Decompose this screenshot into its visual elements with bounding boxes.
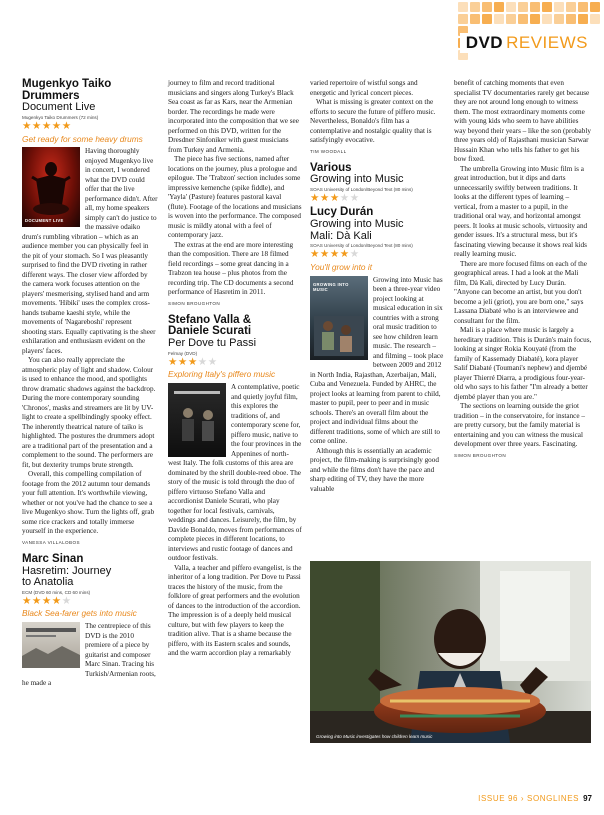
body-paragraph: You can also really appreciate the atmospheric play of light and shadow. Colour is used to enhance the mood, and spotlights throw dramatic shadows against the backdrop. During the more contemporary sounding 'Chronos', masks and streamers are lit by UV-light to create a spellbindingly spooky effect. The inherently theatrical nature of taiko is highlighted. The postures the drummers adopt are a traditional part of the presentation and a complement to the sound. The performers are fit, but dexterity trumps brute strength. <box>22 356 156 469</box>
grid-square <box>494 14 504 24</box>
grid-square <box>458 14 468 24</box>
review-title: Lucy Durán <box>310 206 374 219</box>
review-byline: SIMON BROUGHTON <box>454 452 507 458</box>
section-header-word2: REVIEWS <box>506 33 588 52</box>
body-paragraph: Valla, a teacher and piffero evangelist, is the inheritor of a long tradition. Per Dove tu Passi traces the history of the music, from the folklore of great performers and the evolution of dances to the introduction of the accordion. The impression is of a deeply held musical culture, but with few players to keep the tradition alive. That is a shame because the piffero, with its Eastern scales and sounds, and the warm accordion play a remarkably <box>168 563 302 658</box>
star-icon: ★ <box>51 121 62 133</box>
body-paragraph: journey to film and record traditional musicians and singers along Turkey's Black Sea coast as far as Kars, near the Armenian border. The recordings he made were incorporated into the composition that we see performed on this DVD, written for the Dresdner Sinfoniker with guest musicians from Turkey and Armenia. <box>168 79 299 154</box>
review-title-line: Mugenkyo Taiko <box>22 78 112 90</box>
child-drumming-photo <box>310 561 591 743</box>
grid-square <box>590 2 600 12</box>
grid-square <box>566 2 576 12</box>
column-2 <box>168 79 302 659</box>
star-rating <box>310 250 444 261</box>
review-title <box>22 79 158 102</box>
body-paragraph: Overall, this compelling compilation of footage from the 2012 autumn tour demands your full attention. It's worthwhile viewing, whether or not you've had the chance to see a live Mugenkyo show. Turn the lights off, grab some rice crackers and totally immerse yourself in the experience. <box>22 470 155 536</box>
page-footer <box>478 794 592 803</box>
column-1 <box>22 79 158 689</box>
column-3 <box>310 79 444 494</box>
review-title-line: Daniele Scurati <box>168 325 252 338</box>
dvd-cover-image <box>168 383 226 457</box>
page-number: 97 <box>583 794 592 803</box>
body-paragraph: There are more focused films on each of the geographical areas. I had a look at the Mali film, Dà Kali, directed by Lucy Durán. "Anyone can become an artist, but you don't become a jeli (griot), you are born one," says Lassana Diabaté who is an interviewee and consultant for the film. <box>454 259 587 325</box>
grid-square <box>506 2 516 12</box>
grid-square <box>470 2 480 12</box>
grid-square <box>518 14 528 24</box>
star-icon: ★ <box>41 121 52 133</box>
landscape-image <box>22 622 80 668</box>
star-icon: ★ <box>61 595 72 607</box>
body-paragraph: The extras at the end are more interesting than the composition. There are 18 filmed field recordings – some great dancing in a Trabzon tea house – plus photos from the recording trip. The CD documents a second performance of Hasretim in 2011. <box>168 240 294 296</box>
body-paragraph: benefit of catching moments that even specialist TV documentaries rarely get because they are not around long enough to witness them. The most extraordinary moments come with young kids who seem to have abilities way beyond their years – like the son (probably three years old) of Rajasthani musician Sarwar Hussain Khan who tells his father to get his bow fixed. <box>454 79 591 163</box>
grid-square <box>566 14 576 24</box>
review-meta: SOAS University of London/Beyond Text (80 mins) <box>310 186 413 192</box>
review-meta: SOAS University of London/Beyond Text (80 mins) <box>310 243 413 249</box>
grid-square <box>458 2 468 12</box>
photo-illustration <box>310 561 591 743</box>
star-icon: ★ <box>339 249 350 261</box>
musicians-image <box>168 383 226 457</box>
grid-square <box>518 2 528 12</box>
star-rating <box>168 358 302 369</box>
grid-square <box>554 2 564 12</box>
body-paragraph: The umbrella Growing into Music film is a great introduction, but it dips and darts unnecessarily swiftly between traditions. It looks at the different types of learning – vertical, from a master to a pupil, in the traditional oral way, and horizontal amongst peers. It looks at music schools, virtuosity and gender issues. It's a structural mess, but it's fascinating viewing because it shows real kids really learning music. <box>454 164 588 258</box>
star-icon: ★ <box>349 249 360 261</box>
body-paragraph: Mali is a place where music is largely a hereditary tradition. This is Durán's main focus, looking at singer Rokia Kouyaté (from the family of Kassemady Diabaté), kora player Salif Diabaté (Toumani's nephew) and djembé player Thierré Diarra, a prodigious four-year-old who says to his father "I'm already a better djembé player than you are." <box>454 326 592 401</box>
star-icon: ★ <box>168 356 178 368</box>
footer-issue: ISSUE 96 › SONGLINES <box>478 794 580 803</box>
review-subtitle-line: Hasretim: Journey <box>22 564 112 577</box>
section-header <box>460 33 594 53</box>
review-subtitle <box>310 219 444 242</box>
grid-square <box>530 2 540 12</box>
grid-square <box>590 14 600 24</box>
grid-square <box>578 2 588 12</box>
star-icon: ★ <box>329 192 340 204</box>
review-subtitle-line: Growing into Music <box>310 218 404 231</box>
drummer-silhouette-image <box>22 147 80 227</box>
review-byline: TIM WOODALL <box>310 148 347 154</box>
review-title-line: Drummers <box>22 89 80 102</box>
star-icon: ★ <box>177 356 188 368</box>
body-paragraph: The sections on learning outside the griot tradition – in the conservatoire, for instance – are pretty cursory, but the family material is entertaining and you can witness the musical development over three years. Fascinating. <box>454 402 585 448</box>
grid-square <box>506 14 516 24</box>
grid-square <box>470 14 480 24</box>
star-icon: ★ <box>339 192 350 204</box>
grid-square <box>482 14 492 24</box>
section-header-word1: DVD <box>465 33 504 52</box>
review-meta: Mugenkyo Taiko Drummers (72 mins) <box>22 114 99 120</box>
grid-square <box>542 14 552 24</box>
star-icon: ★ <box>329 249 340 261</box>
review-subtitle: Per Dove tu Passi <box>168 337 257 349</box>
star-icon: ★ <box>61 121 72 133</box>
review-byline: VANESSA VILLALOBOS <box>22 539 80 545</box>
star-rating <box>22 597 158 608</box>
review-title <box>168 315 302 338</box>
dvd-cover-image <box>310 276 368 360</box>
dvd-cover-label: GROWING INTO MUSIC <box>313 281 349 293</box>
header-grid-decoration <box>455 0 604 64</box>
star-icon: ★ <box>51 595 62 607</box>
review-subtitle: Document Live <box>22 101 96 114</box>
body-paragraph: Growing into Music has been a three-year video project looking at musical education in six countries with a strong oral music tradition to see how children learn music. The research – and filming – took place between 2009 and 2012 in North India, Rajasthan, Azerbaijan, Mali, Cuba and Venezuela. Funded by AHRC, the project looks at learning from parent to child, master to pupil, peer to peer and in music schools. There's an overall film about the project and individual films about the different traditions, some of which are still to come online. <box>310 275 444 446</box>
body-paragraph: What is missing is greater context on the efforts to secure the future of piffero music. Nevertheless, Bonaldo's film has a contemplative and nostalgic quality that is satisfyingly evocative. <box>310 98 436 144</box>
review-byline: SIMON BROUGHTON <box>168 300 221 306</box>
star-icon: ★ <box>22 595 32 607</box>
dvd-cover-image <box>22 622 80 668</box>
star-icon: ★ <box>41 595 52 607</box>
star-icon: ★ <box>310 249 320 261</box>
grid-square <box>578 14 588 24</box>
review-title: Various <box>310 161 352 174</box>
star-icon: ★ <box>31 595 42 607</box>
grid-square <box>554 14 564 24</box>
body-paragraph: A contemplative, poetic and quietly joyful film, this explores the traditions of, and contemporary scene for, piffero music, native to the four provinces in the Appenines of north-west Italy. The folk customs of this area are dominated by the shrill double-reed oboe. The story of the music is told through the duo of piffero virtuoso Stefano Valla and accordionist Daniele Scurati, who play together for local festivals, carnivals, weddings and dances. Leisurely, the film, by Davide Bonaldo, moves from performances of complete pieces in different locations, to interviews and rustic footage of dances and outdoor festivals. <box>168 383 302 563</box>
body-paragraph: The centrepiece of this DVD is the 2010 premiere of a piece by guitarist and composer Marc Sinan. Tracing his Turkish/Armenian roots, he made a <box>22 622 156 688</box>
star-icon: ★ <box>197 356 208 368</box>
review-subtitle: Growing into Music <box>310 173 404 186</box>
dvd-cover-image <box>22 147 80 227</box>
grid-square <box>482 2 492 12</box>
star-icon: ★ <box>31 121 42 133</box>
body-paragraph: Having thoroughly enjoyed Mugenkyo live in concert, I wondered what the DVD could offer that the live performance didn't. After all, my home speakers simply can't do justice to the massive odaiko drum's rumbling vibration – which as an audience member you can physically feel in the pit of your stomach. So I was pleasantly surprised to find the DVD riveting in rather different ways. The closer view afforded by the camera work focuses attention on the players' mesmerising, stylised hand and arm movements. 'Hibiki' uses the complex cross-hands tsubame kaeshi style, while the movements of 'Nagareboshi' represent shooting stars. Equally captivating is the sheer exhilaration and enthusiasm evident on the players' faces. <box>22 147 158 355</box>
star-icon: ★ <box>319 192 330 204</box>
review-meta: Felmay (DVD) <box>168 350 198 356</box>
star-icon: ★ <box>22 121 32 133</box>
body-paragraph: varied repertoire of wistful songs and energetic and lyrical concert pieces. <box>310 79 418 97</box>
grid-square <box>494 2 504 12</box>
review-tagline: Black Sea-farer gets into music <box>22 608 137 619</box>
star-icon: ★ <box>207 356 218 368</box>
review-subtitle-line: to Anatolia <box>22 576 74 589</box>
star-icon: ★ <box>349 192 360 204</box>
review-tagline: You'll grow into it <box>310 261 372 272</box>
photo-caption: Growing into Music investigates how children learn music <box>316 734 433 739</box>
body-paragraph: The piece has five sections, named after locations on the journey, plus a prologue and epilogue. The 'Trabzon' section includes some impressive kemenche (spike fiddle), and 'Yayla' (Pasture) features pastoral kaval (flute). Footage of the locations and musicians is woven into the performance. The composed music is mildly atonal with a feel of contemporary jazz. <box>168 155 302 239</box>
review-tagline: Get ready for some heavy drums <box>22 133 143 144</box>
dvd-cover-label: DOCUMENT LIVE <box>25 217 64 223</box>
star-icon: ★ <box>319 249 330 261</box>
review-meta: ECM (DVD 60 mins, CD 60 mins) <box>22 589 91 595</box>
review-subtitle <box>22 566 158 589</box>
grid-square <box>542 2 552 12</box>
star-icon: ★ <box>187 356 198 368</box>
review-title-line: Stefano Valla & <box>168 313 252 326</box>
review-title: Marc Sinan <box>22 553 84 566</box>
column-4 <box>454 79 592 467</box>
grid-square <box>530 14 540 24</box>
review-subtitle-line: Mali: Dà Kali <box>310 229 372 242</box>
star-icon: ★ <box>310 192 320 204</box>
star-rating <box>22 122 158 133</box>
body-paragraph: Although this is essentially an academic project, the film-making is surprisingly good and while the films don't have the pace and sharp editing of TV, they have the more valuable <box>310 446 439 493</box>
review-tagline: Exploring Italy's piffero music <box>168 369 276 380</box>
star-rating <box>310 194 444 205</box>
